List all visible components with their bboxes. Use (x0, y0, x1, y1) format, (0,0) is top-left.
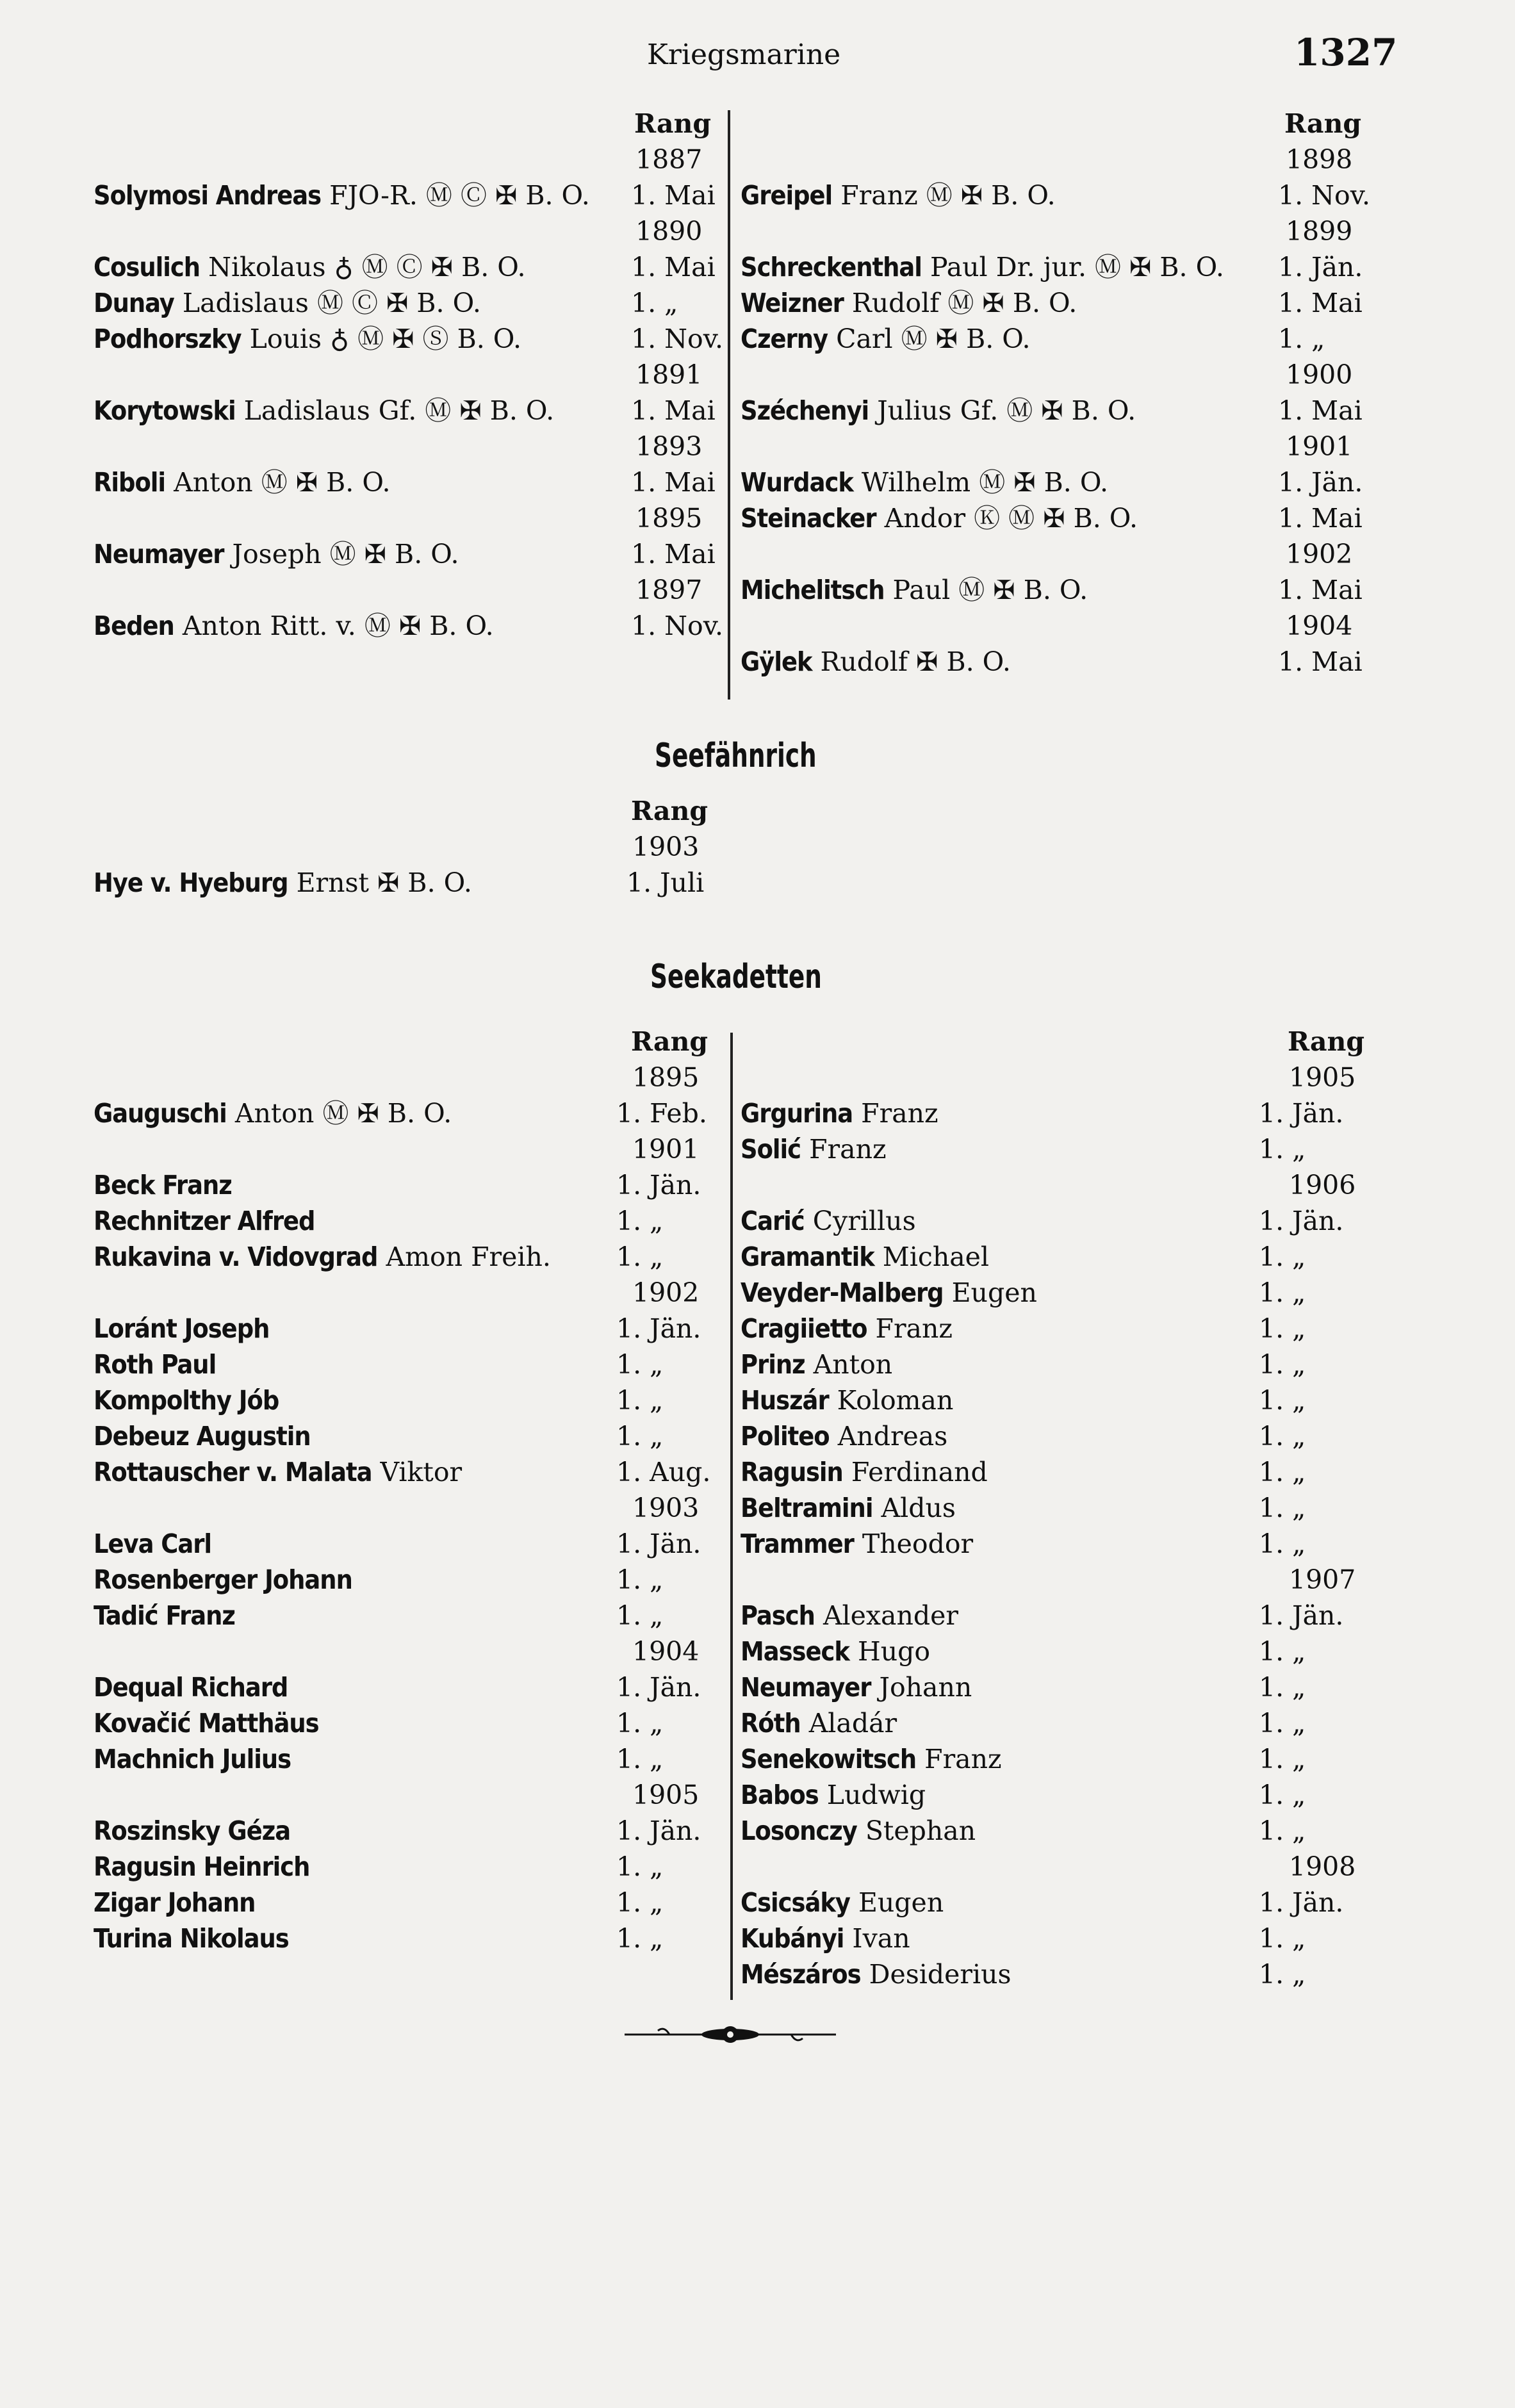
given-name-and-decorations: Amon Freih. (377, 1241, 551, 1272)
given-name-and-decorations: Franz (853, 1098, 938, 1129)
rank-date: 1. „ (616, 1349, 664, 1380)
surname: Carić (741, 1206, 805, 1236)
given-name-and-decorations: Stephan (856, 1815, 976, 1846)
officer-name (741, 1741, 1002, 1777)
given-name-and-decorations: Franz (801, 1134, 887, 1165)
rank-date: 1. Jän. (616, 1815, 701, 1846)
surname: Babos (741, 1780, 819, 1810)
given-name-and-decorations: Alexander (814, 1600, 959, 1631)
surname: Neumayer (94, 539, 224, 569)
column-divider (730, 1033, 733, 2000)
rank-date: 1. Feb. (616, 1098, 707, 1129)
surname: Róth (741, 1708, 801, 1739)
rank-date: 1. Jän. (1259, 1887, 1344, 1918)
officer-name (741, 1418, 947, 1454)
rank-date: 1. „ (616, 1385, 664, 1416)
given-name-and-decorations: Ladislaus Gf. Ⓜ ✠ B. O. (235, 395, 555, 426)
surname: Dunay (94, 288, 174, 318)
given-name-and-decorations: Andreas (829, 1421, 948, 1452)
surname: Korytowski (94, 395, 236, 426)
rank-year: 1907 (1289, 1564, 1356, 1595)
rank-date: 1. Jän. (616, 1528, 701, 1559)
rank-date: 1. Mai (1278, 575, 1363, 605)
surname: Grgurina (741, 1098, 853, 1129)
rank-year: 1904 (1286, 610, 1353, 641)
given-name-and-decorations: Anton Ritt. v. Ⓜ ✠ B. O. (174, 610, 494, 641)
running-header: Kriegsmarine (647, 38, 841, 71)
rank-date: 1. Nov. (1278, 180, 1371, 211)
given-name-and-decorations: Franz (916, 1744, 1002, 1774)
rank-year: 1903 (632, 1493, 700, 1523)
officer-name (94, 536, 459, 572)
given-name-and-decorations: Wilhelm Ⓜ ✠ B. O. (853, 467, 1109, 498)
rank-date: 1. „ (616, 1421, 664, 1452)
officer-name (741, 1095, 938, 1131)
surname: Senekowitsch (741, 1744, 917, 1774)
rank-date: 1. Jän. (616, 1313, 701, 1344)
rank-year: 1906 (1289, 1170, 1356, 1200)
given-name-and-decorations: Eugen (849, 1887, 944, 1918)
officer-name (94, 1418, 311, 1454)
surname: Csicsáky (741, 1887, 850, 1918)
surname: Rosenberger Johann (94, 1564, 352, 1595)
given-name-and-decorations: FJO-R. Ⓜ Ⓒ ✠ B. O. (321, 180, 590, 211)
rank-date: 1. Mai (631, 467, 716, 498)
rank-year: 1902 (632, 1277, 700, 1308)
rank-date: 1. „ (1259, 1636, 1306, 1667)
rang-label: Rang (634, 108, 712, 139)
rank-date: 1. „ (616, 1923, 664, 1954)
surname: Riboli (94, 467, 166, 498)
rank-year: 1897 (635, 575, 703, 605)
surname: Roth Paul (94, 1349, 217, 1380)
surname: Huszár (741, 1385, 829, 1416)
rank-date: 1. „ (1259, 1349, 1306, 1380)
officer-name (741, 1777, 926, 1813)
surname: Ragusin (741, 1457, 843, 1487)
surname: Dequal Richard (94, 1672, 288, 1703)
rank-date: 1. „ (616, 1887, 664, 1918)
rank-date: 1. Mai (1278, 503, 1363, 534)
section-title-seefaehnrich: Seefähnrich (655, 737, 817, 775)
officer-name (741, 1526, 973, 1562)
officer-name (94, 1526, 211, 1562)
rank-date: 1. „ (616, 1708, 664, 1739)
given-name-and-decorations: Theodor (853, 1528, 974, 1559)
officer-name (94, 1095, 452, 1131)
officer-name (741, 1454, 988, 1490)
surname: Beden (94, 610, 174, 641)
surname: Politeo (741, 1421, 830, 1452)
officer-name (741, 1921, 910, 1956)
officer-name (741, 644, 1011, 680)
rank-date: 1. Mai (631, 539, 716, 569)
surname: Kovačić Matthäus (94, 1708, 319, 1739)
rank-date: 1. „ (1278, 324, 1325, 354)
given-name-and-decorations: Rudolf Ⓜ ✠ B. O. (843, 288, 1077, 318)
rank-date: 1. „ (1259, 1959, 1306, 1990)
rank-year: 1903 (632, 831, 700, 862)
rank-date: 1. Mai (1278, 646, 1363, 677)
surname: Neumayer (741, 1672, 871, 1703)
rank-date: 1. „ (616, 1206, 664, 1236)
officer-name (741, 1634, 930, 1669)
ornament-divider-icon (621, 2022, 839, 2047)
given-name-and-decorations: Nikolaus ♁ Ⓜ Ⓒ ✠ B. O. (200, 252, 526, 283)
surname: Leva Carl (94, 1528, 212, 1559)
officer-name (741, 1885, 944, 1921)
surname: Trammer (741, 1528, 854, 1559)
rank-date: 1. „ (1259, 1421, 1306, 1452)
officer-name (741, 1813, 976, 1849)
rank-date: 1. „ (616, 1744, 664, 1774)
rank-date: 1. Jän. (1259, 1206, 1344, 1236)
rank-year: 1904 (632, 1636, 700, 1667)
rank-date: 1. Jän. (1278, 252, 1363, 283)
surname: Loránt Joseph (94, 1313, 270, 1344)
rank-date: 1. Aug. (616, 1457, 711, 1487)
given-name-and-decorations: Joseph Ⓜ ✠ B. O. (224, 539, 459, 569)
officer-name (94, 1849, 309, 1885)
officer-name (741, 1347, 892, 1382)
officer-name (741, 1239, 989, 1275)
column-divider (728, 110, 730, 700)
officer-name (741, 464, 1108, 500)
given-name-and-decorations: Anton Ⓜ ✠ B. O. (165, 467, 391, 498)
given-name-and-decorations: Louis ♁ Ⓜ ✠ Ⓢ B. O. (241, 324, 522, 354)
surname: Greipel (741, 180, 833, 211)
given-name-and-decorations: Viktor (372, 1457, 463, 1487)
officer-name (94, 1705, 319, 1741)
given-name-and-decorations: Cyrillus (804, 1206, 916, 1236)
officer-name (94, 1239, 551, 1275)
rank-date: 1. Jän. (616, 1672, 701, 1703)
officer-name (94, 1813, 290, 1849)
rank-date: 1. „ (1259, 1134, 1306, 1165)
officer-name (94, 464, 391, 500)
given-name-and-decorations: Andor Ⓚ Ⓜ ✠ B. O. (876, 503, 1138, 534)
surname: Wurdack (741, 467, 853, 498)
officer-name (94, 1741, 291, 1777)
officer-name (741, 1705, 897, 1741)
rank-date: 1. „ (1259, 1815, 1306, 1846)
rang-label: Rang (1284, 108, 1362, 139)
given-name-and-decorations: Paul Dr. jur. Ⓜ ✠ B. O. (921, 252, 1224, 283)
officer-name (741, 1131, 887, 1167)
surname: Solymosi Andreas (94, 180, 322, 211)
surname: Kompolthy Jób (94, 1385, 279, 1416)
surname: Schreckenthal (741, 252, 922, 283)
given-name-and-decorations: Franz Ⓜ ✠ B. O. (832, 180, 1056, 211)
rank-date: 1. Juli (626, 867, 705, 898)
surname: Cosulich (94, 252, 201, 283)
surname: Cragiietto (741, 1313, 867, 1344)
surname: Solić (741, 1134, 801, 1165)
rang-label: Rang (1288, 1026, 1365, 1057)
rank-date: 1. „ (1259, 1672, 1306, 1703)
given-name-and-decorations: Ivan (844, 1923, 910, 1954)
page-number: 1327 (1294, 31, 1398, 74)
rank-year: 1891 (635, 359, 703, 390)
surname: Rukavina v. Vidovgrad (94, 1241, 378, 1272)
officer-name (94, 1203, 315, 1239)
officer-name (94, 1167, 232, 1203)
surname: Losonczy (741, 1815, 857, 1846)
rang-label: Rang (631, 796, 708, 826)
rank-year: 1899 (1286, 216, 1353, 247)
rank-date: 1. „ (616, 1851, 664, 1882)
rank-date: 1. Jän. (1278, 467, 1363, 498)
rank-year: 1901 (632, 1134, 700, 1165)
given-name-and-decorations: Julius Gf. Ⓜ ✠ B. O. (869, 395, 1136, 426)
rank-date: 1. „ (1259, 1744, 1306, 1774)
rank-year: 1900 (1286, 359, 1353, 390)
rank-date: 1. Nov. (631, 324, 724, 354)
surname: Steinacker (741, 503, 876, 534)
rank-year: 1895 (632, 1062, 700, 1093)
rank-date: 1. „ (616, 1241, 664, 1272)
rank-year: 1905 (632, 1780, 700, 1810)
officer-name (94, 1454, 462, 1490)
surname: Gauguschi (94, 1098, 227, 1129)
officer-name (94, 865, 472, 901)
rank-date: 1. Mai (631, 395, 716, 426)
rank-date: 1. „ (616, 1564, 664, 1595)
officer-name (94, 321, 521, 357)
rank-date: 1. „ (1259, 1528, 1306, 1559)
officer-name (741, 393, 1136, 429)
given-name-and-decorations: Aladár (800, 1708, 897, 1739)
rank-date: 1. „ (1259, 1277, 1306, 1308)
surname: Beck Franz (94, 1170, 232, 1200)
given-name-and-decorations: Anton Ⓜ ✠ B. O. (226, 1098, 452, 1129)
rank-year: 1901 (1286, 431, 1353, 462)
officer-name (94, 393, 554, 429)
surname: Ragusin Heinrich (94, 1851, 310, 1882)
surname: Debeuz Augustin (94, 1421, 311, 1452)
officer-name (741, 1598, 958, 1634)
officer-name (94, 1921, 289, 1956)
surname: Veyder-Malberg (741, 1277, 944, 1308)
rank-date: 1. Jän. (616, 1170, 701, 1200)
surname: Széchenyi (741, 395, 869, 426)
rank-date: 1. Nov. (631, 610, 724, 641)
surname: Rechnitzer Alfred (94, 1206, 315, 1236)
given-name-and-decorations: Anton (805, 1349, 893, 1380)
rang-label: Rang (631, 1026, 708, 1057)
surname: Turina Nikolaus (94, 1923, 289, 1954)
officer-name (741, 572, 1088, 608)
surname: Michelitsch (741, 575, 885, 605)
surname: Gÿlek (741, 646, 812, 677)
rank-date: 1. „ (1259, 1780, 1306, 1810)
surname: Zigar Johann (94, 1887, 256, 1918)
section-title-seekadetten: Seekadetten (650, 958, 822, 996)
surname: Prinz (741, 1349, 805, 1380)
given-name-and-decorations: Desiderius (860, 1959, 1011, 1990)
rank-year: 1887 (635, 144, 703, 175)
surname: Machnich Julius (94, 1744, 291, 1774)
rank-date: 1. „ (1259, 1708, 1306, 1739)
given-name-and-decorations: Franz (867, 1313, 953, 1344)
surname: Mészáros (741, 1959, 861, 1990)
surname: Beltramini (741, 1493, 873, 1523)
given-name-and-decorations: Carl Ⓜ ✠ B. O. (828, 324, 1031, 354)
rank-date: 1. Mai (631, 180, 716, 211)
rank-year: 1895 (635, 503, 703, 534)
rank-date: 1. „ (631, 288, 678, 318)
surname: Masseck (741, 1636, 849, 1667)
officer-name (741, 1956, 1011, 1992)
rank-year: 1908 (1289, 1851, 1356, 1882)
rank-date: 1. „ (1259, 1241, 1306, 1272)
surname: Weizner (741, 288, 844, 318)
given-name-and-decorations: Johann (871, 1672, 972, 1703)
given-name-and-decorations: Ferdinand (842, 1457, 988, 1487)
officer-name (741, 177, 1056, 213)
rank-year: 1905 (1289, 1062, 1356, 1093)
rank-date: 1. „ (1259, 1457, 1306, 1487)
given-name-and-decorations: Ernst ✠ B. O. (288, 867, 472, 898)
given-name-and-decorations: Ludwig (818, 1780, 926, 1810)
officer-name (741, 1382, 953, 1418)
officer-name (94, 608, 494, 644)
officer-name (94, 1885, 255, 1921)
officer-name (741, 1311, 953, 1347)
officer-name (94, 1562, 352, 1598)
given-name-and-decorations: Koloman (828, 1385, 954, 1416)
surname: Gramantik (741, 1241, 874, 1272)
officer-name (741, 1203, 916, 1239)
rank-date: 1. „ (616, 1600, 664, 1631)
surname: Roszinsky Géza (94, 1815, 291, 1846)
rank-date: 1. „ (1259, 1493, 1306, 1523)
officer-name (741, 285, 1077, 321)
officer-name (741, 321, 1031, 357)
officer-name (94, 1382, 279, 1418)
given-name-and-decorations: Hugo (849, 1636, 931, 1667)
given-name-and-decorations: Eugen (943, 1277, 1037, 1308)
rank-year: 1898 (1286, 144, 1353, 175)
rank-date: 1. Mai (1278, 395, 1363, 426)
surname: Tadić Franz (94, 1600, 235, 1631)
surname: Hye v. Hyeburg (94, 867, 288, 898)
officer-name (94, 285, 481, 321)
given-name-and-decorations: Michael (874, 1241, 990, 1272)
surname: Podhorszky (94, 324, 242, 354)
officer-name (94, 1311, 269, 1347)
officer-name (741, 500, 1138, 536)
surname: Rottauscher v. Malata (94, 1457, 372, 1487)
given-name-and-decorations: Ladislaus Ⓜ Ⓒ ✠ B. O. (174, 288, 481, 318)
rank-year: 1893 (635, 431, 703, 462)
rank-date: 1. Mai (1278, 288, 1363, 318)
officer-name (94, 1347, 216, 1382)
officer-name (94, 177, 590, 213)
officer-name (94, 1669, 288, 1705)
rank-date: 1. „ (1259, 1923, 1306, 1954)
officer-name (94, 249, 526, 285)
given-name-and-decorations: Aldus (872, 1493, 956, 1523)
surname: Czerny (741, 324, 828, 354)
officer-name (741, 1275, 1037, 1311)
given-name-and-decorations: Paul Ⓜ ✠ B. O. (884, 575, 1088, 605)
officer-name (741, 249, 1224, 285)
rank-date: 1. Mai (631, 252, 716, 283)
rank-date: 1. „ (1259, 1313, 1306, 1344)
rank-date: 1. „ (1259, 1385, 1306, 1416)
rank-year: 1902 (1286, 539, 1353, 569)
officer-name (94, 1598, 235, 1634)
rank-year: 1890 (635, 216, 703, 247)
surname: Pasch (741, 1600, 815, 1631)
given-name-and-decorations: Rudolf ✠ B. O. (812, 646, 1011, 677)
surname: Kubányi (741, 1923, 844, 1954)
rank-date: 1. Jän. (1259, 1600, 1344, 1631)
rank-date: 1. Jän. (1259, 1098, 1344, 1129)
officer-name (741, 1490, 956, 1526)
officer-name (741, 1669, 972, 1705)
